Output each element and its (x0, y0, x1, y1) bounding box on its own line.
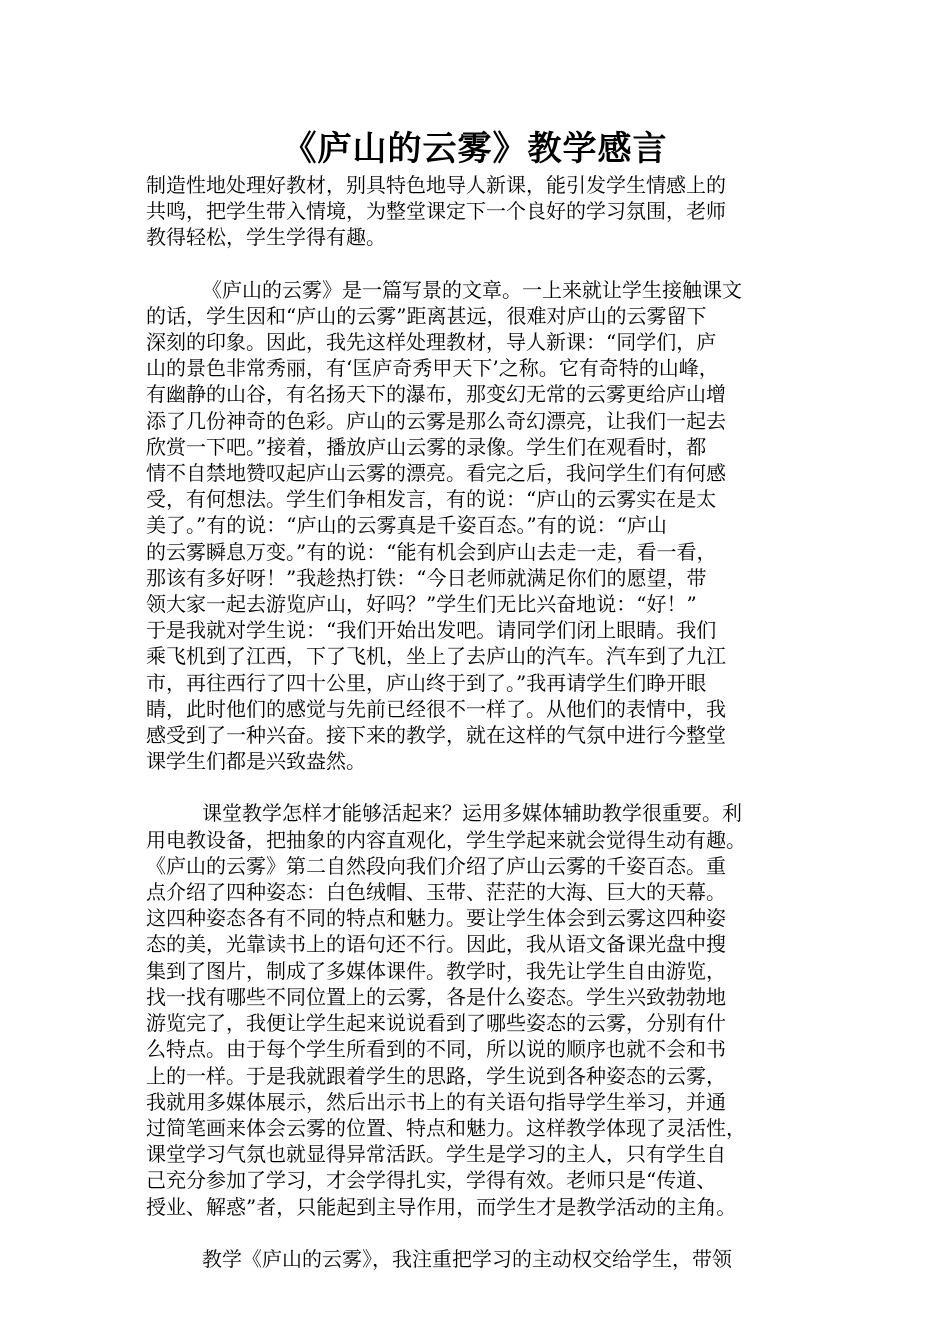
paragraph (146, 277, 808, 775)
paragraph-gap (146, 251, 808, 277)
document-body (146, 172, 808, 1272)
text-line: 欣赏一下吧。”接着，播放庐山云雾的录像。学生们在观看时，都 (146, 434, 707, 459)
text-line: 受，有何想法。学生们争相发言，有的说：“庐山的云雾实在是太 (146, 487, 717, 512)
text-line: 己充分参加了学习，才会学得扎实，学得有效。老师只是“传道、 (146, 1168, 717, 1193)
text-line: 《庐山的云雾》是一篇写景的文章。一上来就让学生接触课文 (202, 277, 742, 302)
text-line: 过简笔画来体会云雾的位置、特点和魅力。这样教学体现了灵活性， (146, 1115, 746, 1140)
text-line: 制造性地处理好教材，别具特色地导人新课，能引发学生情感上的 (146, 173, 726, 197)
text-line: 《庐山的云雾》第二自然段向我们介绍了庐山云雾的千姿百态。重 (146, 853, 726, 878)
text-line: 教学《庐山的云雾》，我注重把学习的主动权交给学生，带领 (202, 1246, 732, 1271)
text-line: 教得轻松，学生学得有趣。 (146, 225, 386, 250)
text-line: 乘飞机到了江西，下了飞机，坐上了去庐山的汽车。汽车到了九江 (146, 644, 726, 669)
text-line: 课学生们都是兴致盎然。 (146, 749, 366, 774)
text-line: 市，再往西行了四十公里，庐山终于到了。”我再请学生们睁开眼 (146, 670, 707, 695)
text-line: 游览完了，我便让学生起来说说看到了哪些姿态的云雾，分别有什 (146, 1011, 726, 1036)
paragraph-gap (146, 774, 808, 800)
text-line: 那该有多好呀！”我趁热打铁：“今日老师就满足你们的愿望，带 (146, 565, 707, 590)
text-line: 我就用多媒体展示，然后出示书上的有关语句指导学生举习，并通 (146, 1089, 726, 1114)
text-line: 点介绍了四种姿态：白色绒帽、玉带、茫茫的大海、巨大的天幕。 (146, 880, 726, 905)
text-line: 于是我就对学生说：“我们开始出发吧。请同学们闭上眼睛。我们 (146, 618, 717, 643)
text-line: 深刻的印象。因此，我先这样处理教材，导人新课：“同学们，庐 (146, 330, 717, 355)
text-line: 添了几份神奇的色彩。庐山的云雾是那么奇幻漂亮，让我们一起去 (146, 408, 726, 433)
paragraph (146, 172, 808, 251)
text-line: 的话，学生因和“庐山的云雾”距离甚远，很难对庐山的云雾留下 (146, 303, 707, 328)
text-line: 态的美，光靠读书上的语句还不行。因此，我从语文备课光盘中搜 (146, 932, 726, 957)
text-line: 共鸣，把学生带入情境，为整堂课定下一个良好的学习氛围，老师 (146, 199, 726, 224)
text-line: 找一找有哪些不同位置上的云雾，各是什么姿态。学生兴致勃勃地 (146, 984, 726, 1009)
text-line: 课堂学习气氛也就显得异常活跃。学生是学习的主人，只有学生自 (146, 1142, 726, 1167)
document-title: 《庐山的云雾》教学感言 (282, 129, 668, 169)
text-line: 领大家一起去游览庐山，好吗？”学生们无比兴奋地说：“好！” (146, 592, 697, 617)
paragraph (146, 1246, 808, 1272)
text-line: 睛，此时他们的感觉与先前已经很不一样了。从他们的表情中，我 (146, 696, 726, 721)
text-line: 有幽静的山谷，有名扬天下的瀑布，那变幻无常的云雾更给庐山增 (146, 382, 726, 407)
text-line: 授业、解惑”者，只能起到主导作用，而学生才是教学活动的主角。 (146, 1194, 737, 1219)
paragraph-gap (146, 1220, 808, 1246)
text-line: 山的景色非常秀丽，有‘匡庐奇秀甲天下’之称。它有奇特的山峰， (146, 356, 719, 381)
text-line: 课堂教学怎样才能够活起来？运用多媒体辅助教学很重要。利 (202, 801, 742, 826)
text-line: 美了。”有的说：“庐山的云雾真是千姿百态。”有的说：“庐山 (146, 513, 667, 538)
text-line: 么特点。由于每个学生所看到的不同，所以说的顺序也就不会和书 (146, 1037, 726, 1062)
paragraph (146, 800, 808, 1219)
text-line: 感受到了一种兴奋。接下来的教学，就在这样的气氛中进行今整堂 (146, 723, 726, 748)
text-line: 用电教设备，把抽象的内容直观化，学生学起来就会觉得生动有趣。 (146, 827, 746, 852)
text-line: 情不自禁地赞叹起庐山云雾的漂亮。看完之后，我问学生们有何感 (146, 461, 726, 486)
text-line: 这四种姿态各有不同的特点和魅力。要让学生体会到云雾这四种姿 (146, 906, 726, 931)
text-line: 集到了图片，制成了多媒体课件。教学时，我先让学生自由游览， (146, 958, 726, 983)
text-line: 上的一样。于是我就跟着学生的思路，学生说到各种姿态的云雾， (146, 1063, 726, 1088)
text-line: 的云雾瞬息万变。”有的说：“能有机会到庐山去走一走，看一看， (146, 539, 717, 564)
